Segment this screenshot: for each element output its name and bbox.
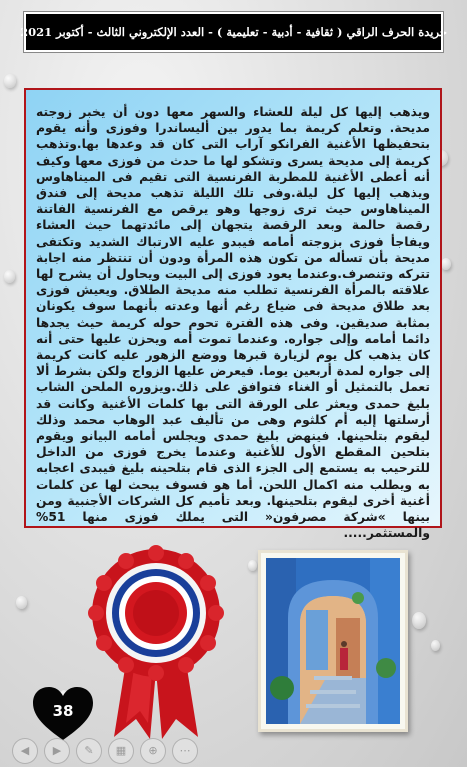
article-box [24, 88, 442, 541]
slides-grid-button[interactable] [108, 738, 134, 764]
prev-slide-button[interactable] [12, 738, 38, 764]
more-options-button[interactable] [172, 738, 198, 764]
header-title: جريدة الحرف الراقي ( ثقافية - أدبية - تعليمية ) - العدد الإلكتروني الثالث - أكتوبر 2021 [20, 25, 447, 39]
slides-grid-icon: ▦ [115, 744, 127, 757]
more-options-icon: ⋯ [179, 744, 191, 757]
blue-alley-photo [266, 558, 400, 724]
decorative-drop [431, 640, 440, 651]
prev-slide-icon: ◀ [20, 744, 30, 757]
pen-button[interactable] [76, 738, 102, 764]
zoom-icon: ⊕ [148, 744, 158, 757]
page-number: 38 [52, 702, 74, 720]
decorative-drop [441, 258, 451, 270]
next-slide-icon: ▶ [52, 744, 62, 757]
decorative-drop [4, 270, 15, 283]
decorative-drop [248, 560, 257, 571]
alley-photo-frame [258, 550, 408, 732]
next-slide-button[interactable] [44, 738, 70, 764]
article-body: ويذهب إليها كل ليلة للعشاء والسهر معها دون أن يخبر زوجته مديحة. وتعلم كريمة بما يدور بين أليساندرا وفوزى وأنه يقوم بتحفيظها الأغنية الفرانكو آراب التى كان قد وعدها بها.وتذهب كريمة إلى مديحة يسرى وتشكو لها ما حدث من فوزى معها وكيف أنه أعطى الأغنية للمطربة الفرنسية التى تقيم فى الميناهاوس ويذهب إليها كل ليلة.وفى تلك الليلة تذهب مديحة إلى فندق الميناهاوس حيث ترى زوجها وهو يرقص مع الفرنسية الفاتنة رقصة حالمة وبعد الرقصة يتجهان إلى مائدتهما حيث العشاء ويفاجأ فوزى بزوجته أمامه فيبدو عليه الارتباك الشديد وتكتفى مديحة بأن تسأله من تكون هذه المرأة ودون أن تنتظر منه اجابة تتركه وتنصرف.وعندما يعود فوزى إلى البيت ويحاول أن يشرح لها علاقته بالمرأة الفرنسية تطلب منه مديحة الطلاق. ويعيش فوزى بعد طلاق مديحة فى ضياع رغم أنها وعدته بأنهما سوف يكونان بمثابة صديقين. وفى هذه الفترة تحوم حوله كريمة حيث يجدها دائما أمامه وإلى جواره. وعندما تموت أمه ويحزن عليها حتى أنه كان يذهب كل يوم لزيارة قبرها ووضع الزهور عليه كانت كريمة إلى جواره لمدة أربعين يوما. فيعرض عليها الزواج ولكن بشرط ألا تعمل بالتمثيل أو الغناء فتوافق على ذلك.ويزوره الملحن الشاب بليغ حمدى ويعثر على الورقة التى بها كلمات الأغنية وكانت قد أرسلتها إليه أم كلثوم وهى من تأليف عبد الوهاب محمد وذلك ليقوم بتلحينها. فينهض بليغ حمدى ويجلس أمامه البيانو ويقوم بتلحين المقطع الأول للأغنية وعندما يخرج فوزى من الداخل للترحيب به يستمع إلى الجزء الذى قام بتلحينه بليغ فيبدى اعجابه به ويطلب منه اكمال اللحن. أما هو فسوف يبحث لها عن كلمات أغنية أخرى ليقوم بتلحينها. وبعد تأميم كل الشركات الأجنبية ومن بينها »شركة مصرفون« التى يملك فوزى منها 51% والمستثمر..... [36, 105, 430, 541]
decorative-drop [16, 596, 27, 609]
slide-toolbar [0, 734, 467, 767]
award-rosette-icon [86, 541, 226, 741]
decorative-drop [412, 612, 426, 629]
newspaper-header [20, 12, 447, 52]
zoom-button[interactable] [140, 738, 166, 764]
decorative-drop [4, 74, 16, 88]
pen-icon: ✎ [84, 744, 94, 757]
